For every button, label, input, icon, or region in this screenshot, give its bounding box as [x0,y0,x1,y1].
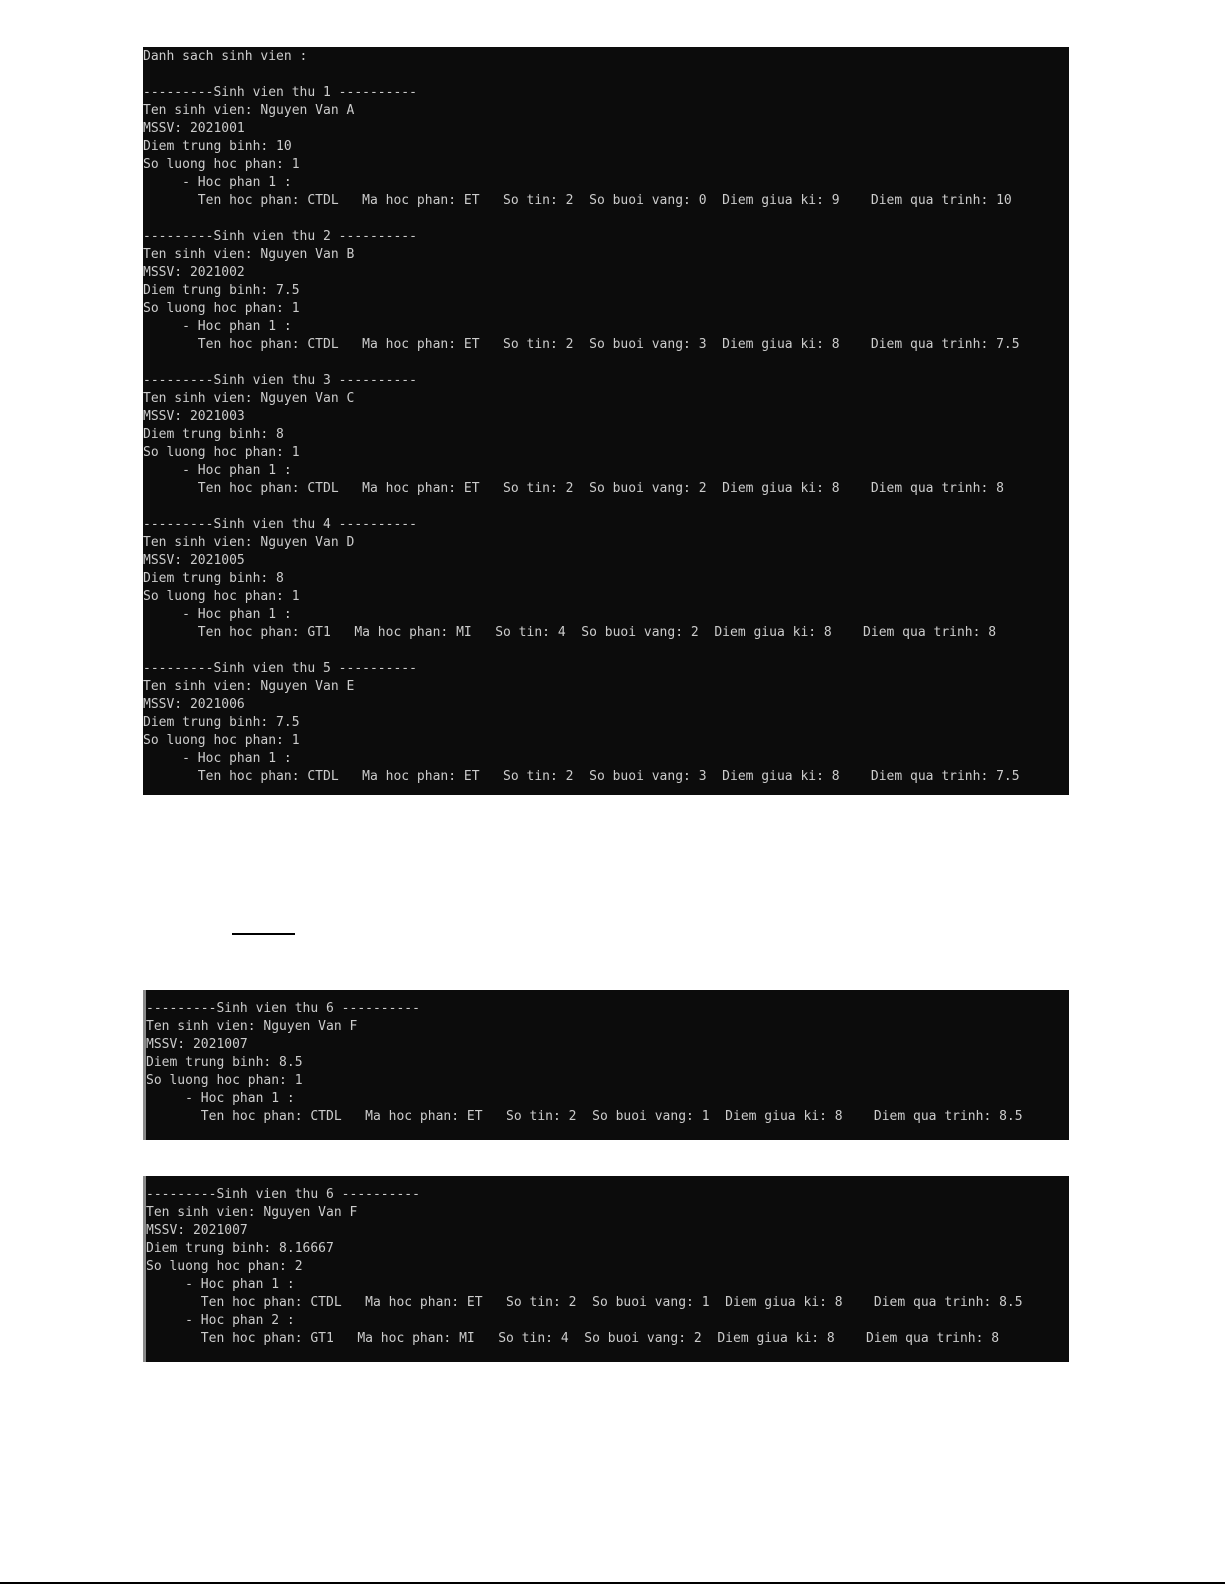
console-line: So luong hoc phan: 2 [146,1259,303,1274]
console-lines [146,1000,1069,1126]
console-line: - Hoc phan 1 : [143,751,292,766]
console-line [143,354,1069,372]
console-line: So luong hoc phan: 1 [146,1073,303,1088]
console-line: Diem trung binh: 8.16667 [146,1241,334,1256]
console-line: MSSV: 2021003 [143,409,245,424]
console-line: Ten hoc phan: CTDL Ma hoc phan: ET So tin: 2 So buoi vang: 3 Diem giua ki: 8 Diem qua trinh: 7.5 [143,769,1020,784]
console-line: - Hoc phan 1 : [146,1277,295,1292]
console-line: Diem trung binh: 7.5 [143,715,300,730]
console-line: MSSV: 2021007 [146,1223,248,1238]
console-output-student-list [143,47,1069,795]
console-line: Ten hoc phan: CTDL Ma hoc phan: ET So tin: 2 So buoi vang: 1 Diem giua ki: 8 Diem qua trinh: 8.5 [146,1109,1023,1124]
console-line: - Hoc phan 1 : [143,607,292,622]
console-line: - Hoc phan 1 : [143,319,292,334]
console-line: MSSV: 2021002 [143,265,245,280]
console-line: Diem trung binh: 7.5 [143,283,300,298]
console-line: Ten hoc phan: CTDL Ma hoc phan: ET So tin: 2 So buoi vang: 3 Diem giua ki: 8 Diem qua trinh: 7.5 [143,337,1020,352]
console-line [143,498,1069,516]
console-line: Ten sinh vien: Nguyen Van F [146,1019,358,1034]
console-line: ---------Sinh vien thu 1 ---------- [143,85,417,100]
console-line: - Hoc phan 1 : [143,463,292,478]
console-line: Ten hoc phan: GT1 Ma hoc phan: MI So tin: 4 So buoi vang: 2 Diem giua ki: 8 Diem qua trinh: 8 [143,625,997,640]
console-lines [146,1186,1069,1348]
console-line: MSSV: 2021005 [143,553,245,568]
console-output-add-course [143,1176,1069,1362]
page-bottom-rule [0,1582,1225,1584]
console-line: So luong hoc phan: 1 [143,589,300,604]
console-line: ---------Sinh vien thu 6 ---------- [146,1001,420,1016]
console-line: Ten sinh vien: Nguyen Van A [143,103,355,118]
console-line: ---------Sinh vien thu 2 ---------- [143,229,417,244]
console-line: MSSV: 2021006 [143,697,245,712]
console-line: ---------Sinh vien thu 4 ---------- [143,517,417,532]
console-line: Ten sinh vien: Nguyen Van D [143,535,355,550]
console-line: - Hoc phan 1 : [146,1091,295,1106]
console-lines [143,47,1069,786]
console-line: So luong hoc phan: 1 [143,301,300,316]
console-output-add-student [143,990,1069,1140]
console-line: - Hoc phan 1 : [143,175,292,190]
console-line: ---------Sinh vien thu 6 ---------- [146,1187,420,1202]
console-line: Danh sach sinh vien : [143,49,308,64]
console-line: Ten hoc phan: CTDL Ma hoc phan: ET So tin: 2 So buoi vang: 2 Diem giua ki: 8 Diem qua trinh: 8 [143,481,1004,496]
console-line: ---------Sinh vien thu 5 ---------- [143,661,417,676]
console-line: Diem trung binh: 8.5 [146,1055,303,1070]
console-line: Ten sinh vien: Nguyen Van F [146,1205,358,1220]
console-line: - Hoc phan 2 : [146,1313,295,1328]
console-line [143,210,1069,228]
console-line: So luong hoc phan: 1 [143,157,300,172]
console-line: Ten sinh vien: Nguyen Van C [143,391,355,406]
console-line: Diem trung binh: 10 [143,139,292,154]
console-line: ---------Sinh vien thu 3 ---------- [143,373,417,388]
console-line [143,642,1069,660]
console-line: Ten hoc phan: GT1 Ma hoc phan: MI So tin: 4 So buoi vang: 2 Diem giua ki: 8 Diem qua trinh: 8 [146,1331,1000,1346]
console-line: Diem trung binh: 8 [143,427,284,442]
console-line: Ten sinh vien: Nguyen Van B [143,247,355,262]
console-line: MSSV: 2021007 [146,1037,248,1052]
console-line: So luong hoc phan: 1 [143,733,300,748]
console-line: Ten hoc phan: CTDL Ma hoc phan: ET So tin: 2 So buoi vang: 0 Diem giua ki: 9 Diem qua trinh: 10 [143,193,1012,208]
console-line: So luong hoc phan: 1 [143,445,300,460]
console-line: Ten hoc phan: CTDL Ma hoc phan: ET So tin: 2 So buoi vang: 1 Diem giua ki: 8 Diem qua trinh: 8.5 [146,1295,1023,1310]
console-line: Ten sinh vien: Nguyen Van E [143,679,355,694]
underline-rule [232,933,295,935]
console-line [143,66,1069,84]
console-line: Diem trung binh: 8 [143,571,284,586]
console-line: MSSV: 2021001 [143,121,245,136]
